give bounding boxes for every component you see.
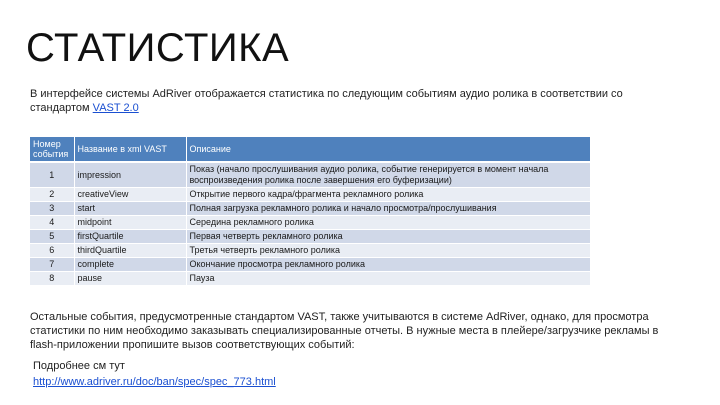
intro-text: В интерфейсе системы AdRiver отображается статистика по следующим событиям аудио ролика в соответствии со стандартом — [30, 88, 623, 114]
row-number: 6 — [30, 244, 74, 258]
row-name: start — [74, 202, 186, 216]
row-number: 2 — [30, 188, 74, 202]
intro-paragraph — [30, 87, 670, 115]
row-description: Первая четверть рекламного ролика — [186, 230, 590, 244]
outro-paragraph: Остальные события, предусмотренные стандартом VAST, также учитываются в системе AdRiver, однако, для просмотра статистики по ним необходимо заказывать специализированные отчеты. В нужные места в плейере/загрузчике рекламы в flash-приложении пропишите вызов соответствующих событий: — [30, 311, 659, 351]
table-row — [30, 230, 590, 244]
events-table — [30, 137, 591, 286]
table-row — [30, 188, 590, 202]
row-name: pause — [74, 272, 186, 286]
table-row — [30, 244, 590, 258]
table-header-row — [30, 137, 590, 162]
row-name: complete — [74, 258, 186, 272]
table-row — [30, 272, 590, 286]
row-number: 1 — [30, 162, 74, 188]
row-description: Открытие первого кадра/фрагмента рекламного ролика — [186, 188, 590, 202]
table-row — [30, 258, 590, 272]
more-info-label: Подробнее см тут — [33, 360, 125, 372]
row-name: creativeView — [74, 188, 186, 202]
slide-title: СТАТИСТИКА — [26, 26, 290, 70]
row-name: firstQuartile — [74, 230, 186, 244]
row-number: 8 — [30, 272, 74, 286]
row-description: Показ (начало прослушивания аудио ролика, событие генерируется в момент начала воспроизведения ролика после завершения его буферизации) — [186, 162, 590, 188]
row-description: Середина рекламного ролика — [186, 216, 590, 230]
table-row — [30, 162, 590, 188]
row-description: Полная загрузка рекламного ролика и начало просмотра/прослушивания — [186, 202, 590, 216]
header-name: Название в xml VAST — [74, 137, 186, 162]
row-number: 4 — [30, 216, 74, 230]
row-description: Окончание просмотра рекламного ролика — [186, 258, 590, 272]
header-description: Описание — [186, 137, 590, 162]
header-number: Номер события — [30, 137, 74, 162]
row-number: 5 — [30, 230, 74, 244]
table-row — [30, 216, 590, 230]
row-description: Пауза — [186, 272, 590, 286]
row-name: thirdQuartile — [74, 244, 186, 258]
row-number: 7 — [30, 258, 74, 272]
row-number: 3 — [30, 202, 74, 216]
row-description: Третья четверть рекламного ролика — [186, 244, 590, 258]
table-row — [30, 202, 590, 216]
row-name: midpoint — [74, 216, 186, 230]
row-name: impression — [74, 162, 186, 188]
vast-link[interactable]: VAST 2.0 — [92, 102, 139, 114]
spec-link[interactable]: http://www.adriver.ru/doc/ban/spec/spec_773.html — [33, 376, 276, 388]
